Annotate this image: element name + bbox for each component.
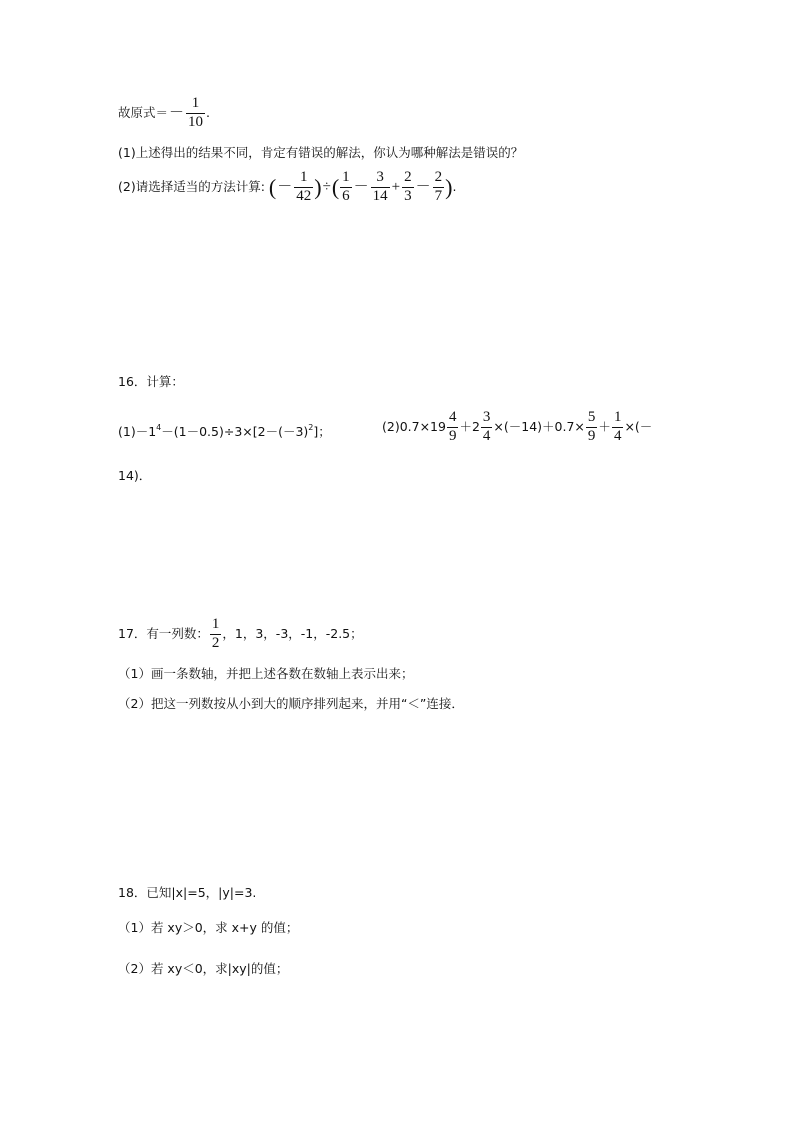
denominator: 2: [211, 634, 220, 651]
denominator: 4: [613, 427, 622, 444]
q16-part1-text-a: (1)－1: [118, 424, 157, 439]
period: .: [206, 105, 211, 120]
exponent: 4: [156, 423, 162, 432]
denominator: 9: [448, 427, 457, 444]
q16-part2-plus: ＋2: [459, 419, 480, 434]
q16-part2-plus2: ＋: [598, 419, 611, 434]
q16-part2-mid: ×(－14)＋0.7×: [493, 419, 585, 434]
numerator: 2: [434, 169, 443, 185]
q16-part1-text-c: ]；: [313, 424, 331, 439]
q18-part2: （2）若 xy＜0，求|xy|的值；: [118, 961, 289, 976]
open-paren-2: (: [331, 174, 340, 200]
fraction-1-42: [294, 170, 313, 205]
q15-part2: [118, 170, 456, 205]
q15-part2-label: (2)请选择适当的方法计算:: [118, 179, 265, 194]
fraction-2-7: [433, 170, 445, 205]
conclusion-prefix: 故原式＝: [118, 105, 169, 120]
open-paren: (: [268, 174, 277, 200]
q16-part2-end: ×(－: [624, 419, 653, 434]
fraction-3-4: [481, 410, 493, 445]
period: .: [452, 179, 457, 194]
denominator: 3: [404, 187, 412, 204]
numerator: 4: [448, 409, 457, 425]
denominator: 42: [296, 187, 312, 204]
fraction-2-3: [402, 170, 414, 205]
numerator: 3: [376, 169, 384, 185]
q16-part1: [118, 424, 331, 439]
q17-title: 17．有一列数：: [118, 626, 209, 641]
numerator: 1: [613, 409, 622, 425]
denominator: 10: [188, 113, 204, 130]
divide-sign: ÷: [322, 178, 331, 195]
q17-part2: （2）把这一列数按从小到大的顺序排列起来，并用“＜”连接．: [118, 696, 464, 711]
q17-title-line: [118, 617, 363, 652]
fraction-5-9: [586, 410, 598, 445]
q16-continuation: 14)．: [118, 468, 152, 483]
q16-part1-text-b: －(1－0.5)÷3×[2－(－3): [161, 424, 309, 439]
exponent-2: 2: [308, 423, 314, 432]
fraction-1-2: [210, 617, 222, 652]
q15-part1: (1)上述得出的结果不同，肯定有错误的解法，你认为哪种解法是错误的？: [118, 145, 524, 160]
fraction-3-14: [371, 170, 390, 205]
numerator: 1: [191, 95, 200, 111]
numerator: 1: [342, 169, 350, 185]
numerator: 1: [211, 616, 220, 632]
denominator: 7: [434, 187, 443, 204]
denominator: 4: [482, 427, 491, 444]
plus-sign: +: [391, 178, 401, 195]
denominator: 14: [372, 187, 388, 204]
minus-sign: －: [169, 104, 185, 121]
q18-part1: （1）若 xy＞0，求 x+y 的值；: [118, 920, 299, 935]
q17-part1: （1）画一条数轴，并把上述各数在数轴上表示出来；: [118, 666, 414, 681]
minus-sign-2: －: [353, 178, 369, 195]
conclusion-line: [118, 96, 210, 131]
numerator: 5: [587, 409, 596, 425]
q18-title: 18．已知|x|=5，|y|=3.: [118, 885, 257, 900]
numerator: 2: [404, 169, 412, 185]
fraction-4-9: [447, 410, 459, 445]
numerator: 1: [300, 169, 308, 185]
fraction: [186, 96, 205, 131]
q16-part2: [382, 410, 652, 445]
close-paren-2: ): [445, 174, 453, 200]
fraction-1-6: [340, 170, 352, 205]
fraction-1-4: [612, 410, 624, 445]
close-paren: ): [314, 174, 322, 200]
denominator: 9: [587, 427, 596, 444]
minus-sign: －: [277, 178, 293, 195]
denominator: 6: [342, 187, 350, 204]
q16-title: 16．计算：: [118, 374, 184, 389]
q17-number-list: ，1，3，-3，-1，-2.5；: [222, 626, 363, 641]
numerator: 3: [482, 409, 491, 425]
q16-part2-text-a: (2)0.7×19: [382, 419, 446, 434]
minus-sign-3: －: [415, 178, 431, 195]
